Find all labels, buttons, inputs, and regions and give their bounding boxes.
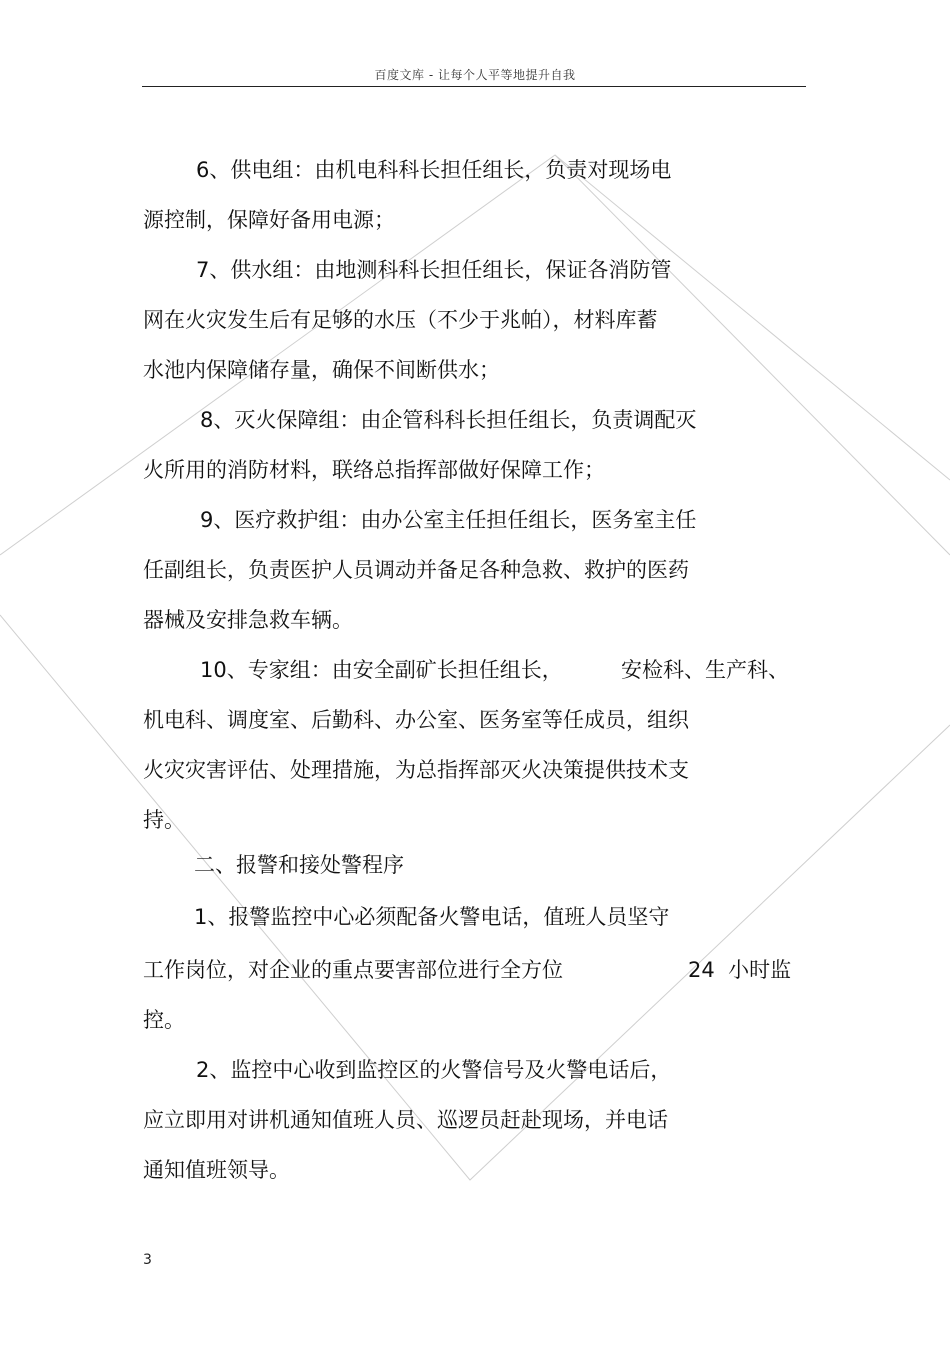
text-line: 控。 [143,1008,185,1032]
text-line: 通知值班领导。 [143,1158,290,1182]
text-line: 7、供水组：由地测科科长担任组长，保证各消防管 [196,258,672,282]
text-line: 机电科、调度室、后勤科、办公室、医务室等任成员，组织 [143,708,689,732]
text-line: 1、报警监控中心必须配备火警电话，值班人员坚守 [194,905,670,929]
text-line: 应立即用对讲机通知值班人员、巡逻员赶赴现场，并电话 [143,1108,668,1132]
text-line: 6、供电组：由机电科科长担任组长，负责对现场电 [196,158,672,182]
page-number: 3 [143,1252,152,1268]
text-line: 工作岗位，对企业的重点要害部位进行全方位 [143,958,563,982]
text-line: 器械及安排急救车辆。 [143,608,353,632]
section-heading: 二、报警和接处警程序 [194,853,404,877]
text-line: 24 小时监 [688,958,792,982]
header-divider [142,86,806,87]
text-line: 2、监控中心收到监控区的火警信号及火警电话后， [196,1058,672,1082]
text-line: 9、医疗救护组：由办公室主任担任组长，医务室主任 [200,508,697,532]
text-line: 水池内保障储存量，确保不间断供水； [143,358,500,382]
text-line: 网在火灾发生后有足够的水压（不少于兆帕），材料库蓄 [143,308,658,332]
page-header: 百度文库 - 让每个人平等地提升自我 [374,68,576,82]
text-line: 10、专家组：由安全副矿长担任组长， [200,658,563,682]
text-line: 8、灭火保障组：由企管科科长担任组长，负责调配灭 [200,408,697,432]
text-line: 安检科、生产科、 [621,658,789,682]
text-line: 持。 [143,808,185,832]
text-line: 任副组长，负责医护人员调动并备足各种急救、救护的医药 [143,558,689,582]
text-line: 火所用的消防材料，联络总指挥部做好保障工作； [143,458,605,482]
text-line: 源控制，保障好备用电源； [143,208,395,232]
text-line: 火灾灾害评估、处理措施，为总指挥部灭火决策提供技术支 [143,758,689,782]
